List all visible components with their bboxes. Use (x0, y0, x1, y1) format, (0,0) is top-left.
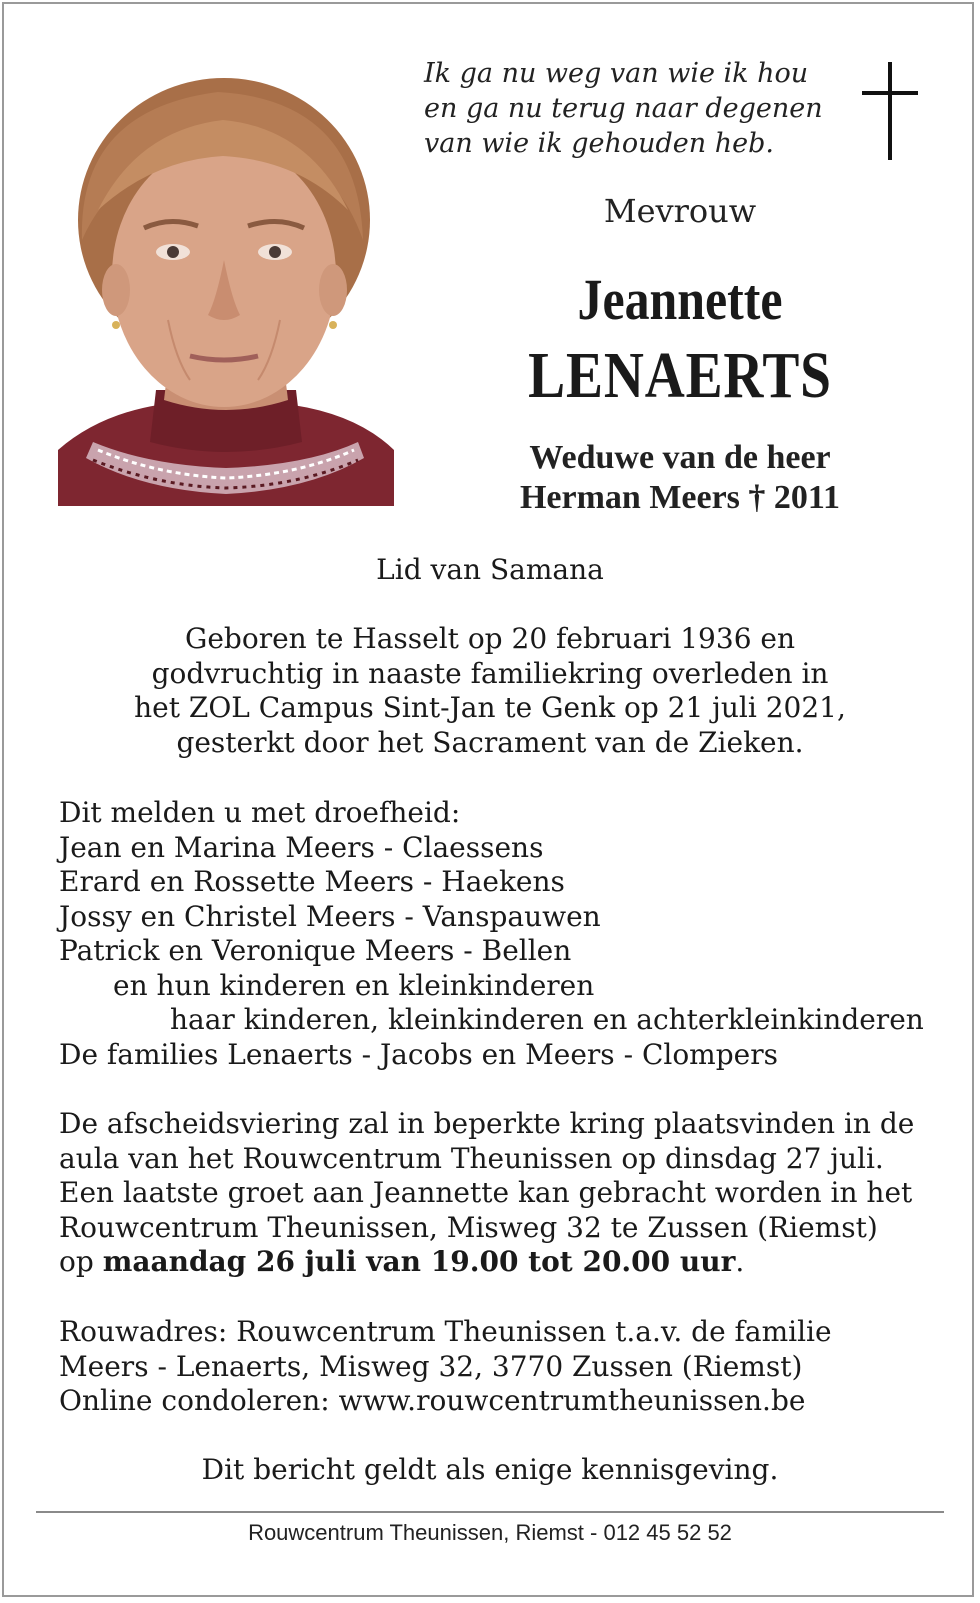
address-line: Meers - Lenaerts, Misweg 32, 3770 Zussen (Riemst) (59, 1349, 803, 1383)
condolence-address (59, 1315, 832, 1419)
widow-line: Herman Meers † 2011 (519, 479, 841, 516)
family-list (59, 796, 924, 1072)
cross-icon (862, 62, 922, 160)
condolence-website: Online condoleren: www.rouwcentrumtheunissen.be (59, 1384, 806, 1417)
family-member: Patrick en Veronique Meers - Bellen (59, 934, 572, 967)
poem-line: van wie ik gehouden heb. (424, 128, 774, 159)
portrait-illustration (58, 70, 394, 506)
ceremony-line: Een laatste groet aan Jeannette kan gebracht worden in het (59, 1176, 913, 1209)
family-grandchildren: haar kinderen, kleinkinderen en achterkleinkinderen (170, 1003, 924, 1036)
portrait-photo (58, 70, 394, 506)
poem-line: Ik ga nu weg van wie ik hou (424, 58, 809, 89)
deceased-last-name: LENAERTS (528, 339, 832, 412)
deceased-first-name: Jeannette (577, 267, 783, 332)
visitation-date: maandag 26 juli van 19.00 tot 20.00 uur (102, 1245, 736, 1278)
ceremony-details (59, 1107, 914, 1280)
ceremony-line: De afscheidsviering zal in beperkte kring plaatsvinden in de (59, 1107, 915, 1140)
memorial-poem (424, 56, 834, 161)
birth-line: het ZOL Campus Sint-Jan te Genk op 21 juli 2021, (134, 691, 846, 724)
notice-statement: Dit bericht geldt als enige kennisgeving. (201, 1453, 779, 1486)
family-intro: Dit melden u met droefheid: (59, 796, 461, 829)
birth-line: gesterkt door het Sacrament van de Zieken. (176, 725, 804, 759)
membership: Lid van Samana (376, 553, 604, 586)
address-line: Rouwadres: Rouwcentrum Theunissen t.a.v. de familie (59, 1315, 832, 1348)
family-member: Jean en Marina Meers - Claessens (59, 830, 544, 864)
visitation-time (59, 1245, 914, 1280)
salutation: Mevrouw (603, 192, 757, 230)
family-member: Jossy en Christel Meers - Vanspauwen (59, 899, 601, 933)
family-member: Erard en Rossette Meers - Haekens (59, 865, 565, 898)
ceremony-line: Rouwcentrum Theunissen, Misweg 32 te Zussen (Riemst) (59, 1210, 878, 1244)
family-relatives: De families Lenaerts - Jacobs en Meers - Clompers (59, 1037, 778, 1071)
visitation-prefix: op (59, 1245, 103, 1278)
widow-of (450, 438, 910, 518)
poem-line: en ga nu terug naar degenen (424, 93, 823, 124)
ceremony-line: aula van het Rouwcentrum Theunissen op dinsdag 27 juli. (59, 1141, 884, 1175)
family-children: en hun kinderen en kleinkinderen (113, 968, 595, 1002)
visitation-suffix: . (735, 1245, 745, 1278)
birth-line: Geboren te Hasselt op 20 februari 1936 en (184, 622, 796, 655)
birth-line: godvruchtig in naaste familiekring overleden in (151, 656, 829, 690)
birth-death-details (0, 622, 980, 760)
funeral-home-footer: Rouwcentrum Theunissen, Riemst - 012 45 52 52 (248, 1520, 732, 1545)
footer-divider (36, 1511, 944, 1513)
widow-line: Weduwe van de heer (529, 439, 831, 476)
